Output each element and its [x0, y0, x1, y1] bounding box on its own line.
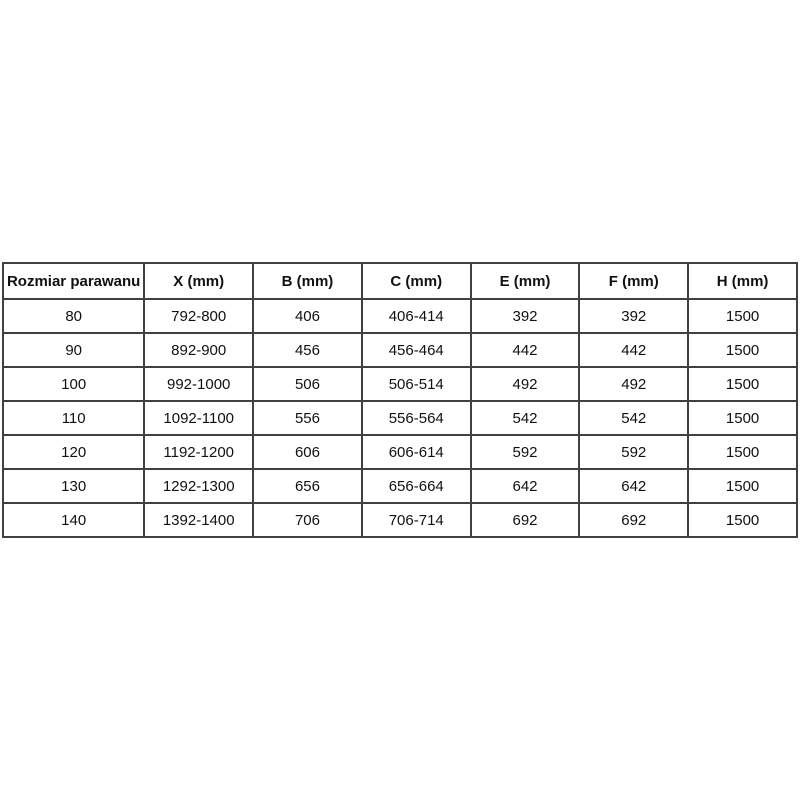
table-cell: 1500 — [688, 299, 797, 333]
table-cell: 1292-1300 — [144, 469, 253, 503]
table-cell: 1500 — [688, 401, 797, 435]
table-cell: 492 — [579, 367, 688, 401]
table-header-row — [3, 263, 797, 299]
header-cell: C (mm) — [362, 263, 471, 299]
table-cell: 606 — [253, 435, 362, 469]
table-cell: 506-514 — [362, 367, 471, 401]
table-cell: 1500 — [688, 503, 797, 537]
table-cell: 1500 — [688, 333, 797, 367]
table-row — [3, 435, 797, 469]
table-cell: 506 — [253, 367, 362, 401]
table-cell: 792-800 — [144, 299, 253, 333]
table-cell: 406-414 — [362, 299, 471, 333]
table-cell: 606-614 — [362, 435, 471, 469]
table-cell: 456-464 — [362, 333, 471, 367]
table-cell: 120 — [3, 435, 144, 469]
table-cell: 100 — [3, 367, 144, 401]
table-cell: 1500 — [688, 435, 797, 469]
table-cell: 140 — [3, 503, 144, 537]
table-cell: 406 — [253, 299, 362, 333]
header-cell: E (mm) — [471, 263, 580, 299]
table-row — [3, 503, 797, 537]
table-cell: 110 — [3, 401, 144, 435]
table-cell: 556 — [253, 401, 362, 435]
table-cell: 392 — [579, 299, 688, 333]
header-cell: X (mm) — [144, 263, 253, 299]
table-cell: 80 — [3, 299, 144, 333]
table-row — [3, 367, 797, 401]
table-cell: 90 — [3, 333, 144, 367]
table-cell: 130 — [3, 469, 144, 503]
table-cell: 642 — [471, 469, 580, 503]
table-row — [3, 333, 797, 367]
table-cell: 1192-1200 — [144, 435, 253, 469]
table-row — [3, 299, 797, 333]
table-row — [3, 401, 797, 435]
header-cell: B (mm) — [253, 263, 362, 299]
table-cell: 442 — [471, 333, 580, 367]
table-cell: 542 — [579, 401, 688, 435]
header-cell: H (mm) — [688, 263, 797, 299]
table-cell: 656 — [253, 469, 362, 503]
table-cell: 706 — [253, 503, 362, 537]
table-cell: 456 — [253, 333, 362, 367]
table-row — [3, 469, 797, 503]
table-cell: 556-564 — [362, 401, 471, 435]
table-cell: 656-664 — [362, 469, 471, 503]
table-cell: 642 — [579, 469, 688, 503]
table-cell: 542 — [471, 401, 580, 435]
table-cell: 1392-1400 — [144, 503, 253, 537]
table-cell: 1500 — [688, 367, 797, 401]
table-cell: 692 — [579, 503, 688, 537]
table-cell: 442 — [579, 333, 688, 367]
table-cell: 1092-1100 — [144, 401, 253, 435]
table-cell: 392 — [471, 299, 580, 333]
size-spec-table — [2, 262, 798, 538]
table-cell: 592 — [471, 435, 580, 469]
header-cell: F (mm) — [579, 263, 688, 299]
table-cell: 492 — [471, 367, 580, 401]
table-cell: 692 — [471, 503, 580, 537]
table-cell: 992-1000 — [144, 367, 253, 401]
table-cell: 592 — [579, 435, 688, 469]
header-cell: Rozmiar parawanu — [3, 263, 144, 299]
table-cell: 892-900 — [144, 333, 253, 367]
table-cell: 1500 — [688, 469, 797, 503]
table-cell: 706-714 — [362, 503, 471, 537]
